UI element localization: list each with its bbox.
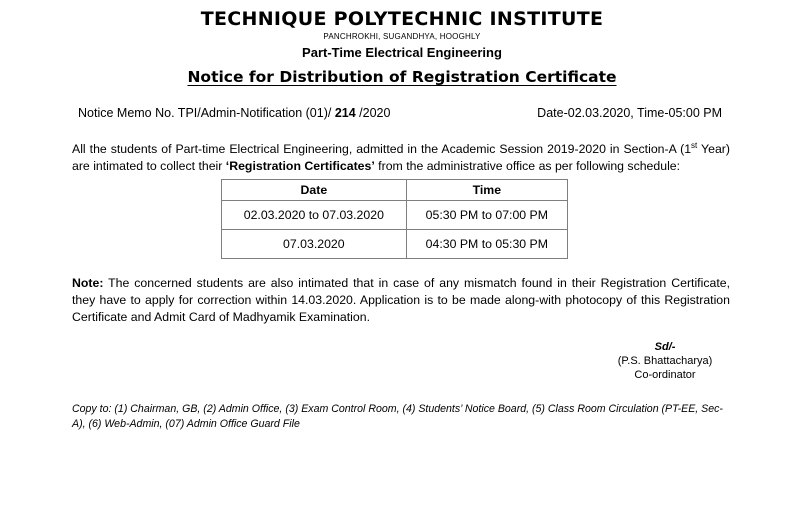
notice-title: Notice for Distribution of Registration Certificate <box>187 68 617 86</box>
table-cell-date: 07.03.2020 <box>222 230 407 259</box>
table-row <box>222 201 568 230</box>
intro-superscript: st <box>691 140 698 150</box>
institute-address: PANCHROKHI, SUGANDHYA, HOOGHLY <box>323 32 481 41</box>
signature-sd: Sd/- <box>654 341 676 353</box>
intro-bold-text: ‘Registration Certificates’ <box>225 159 375 173</box>
table-cell-date: 02.03.2020 to 07.03.2020 <box>222 201 407 230</box>
intro-text-b: Year) are intimated to collect their <box>72 142 730 173</box>
signatory-designation: Co-ordinator <box>634 369 696 381</box>
memo-prefix: Notice Memo No. TPI/Admin-Notification (01)/ <box>78 106 335 120</box>
note-paragraph <box>72 275 730 326</box>
note-text: The concerned students are also intimated that in case of any mismatch found in their Registration Certificate, they have to apply for correction within 14.03.2020. Application is to be made along-with photocopy of this Registration Certificate and Admit Card of Madhyamik Examination. <box>72 276 730 324</box>
table-header-row <box>222 180 568 201</box>
table-cell-time: 05:30 PM to 07:00 PM <box>406 201 567 230</box>
schedule-table <box>221 179 568 259</box>
memo-date-time: Date-02.03.2020, Time-05:00 PM <box>537 106 722 120</box>
column-header-time: Time <box>406 180 567 201</box>
copy-to-list: Copy to: (1) Chairman, GB, (2) Admin Office, (3) Exam Control Room, (4) Students’ Notice Board, (5) Class Room Circulation (PT-EE, Sec-A), (6) Web-Admin, (07) Admin Office Guard File <box>72 403 723 430</box>
intro-text-a: All the students of Part-time Electrical Engineering, admitted in the Academic Session 2019-2020 in Section-A (1 <box>72 142 692 156</box>
institute-name: TECHNIQUE POLYTECHNIC INSTITUTE <box>200 8 604 30</box>
table-row <box>222 230 568 259</box>
table-cell-time: 04:30 PM to 05:30 PM <box>406 230 567 259</box>
note-label: Note: <box>72 276 104 290</box>
department-name: Part-Time Electrical Engineering <box>302 45 502 60</box>
signature-block <box>590 340 740 382</box>
intro-paragraph <box>72 141 730 175</box>
memo-number <box>78 106 390 120</box>
intro-text-c: from the administrative office as per following schedule: <box>374 159 681 173</box>
memo-suffix: /2020 <box>355 106 391 120</box>
column-header-date: Date <box>222 180 407 201</box>
memo-number-value: 214 <box>334 106 356 120</box>
signatory-name: (P.S. Bhattacharya) <box>617 355 713 367</box>
